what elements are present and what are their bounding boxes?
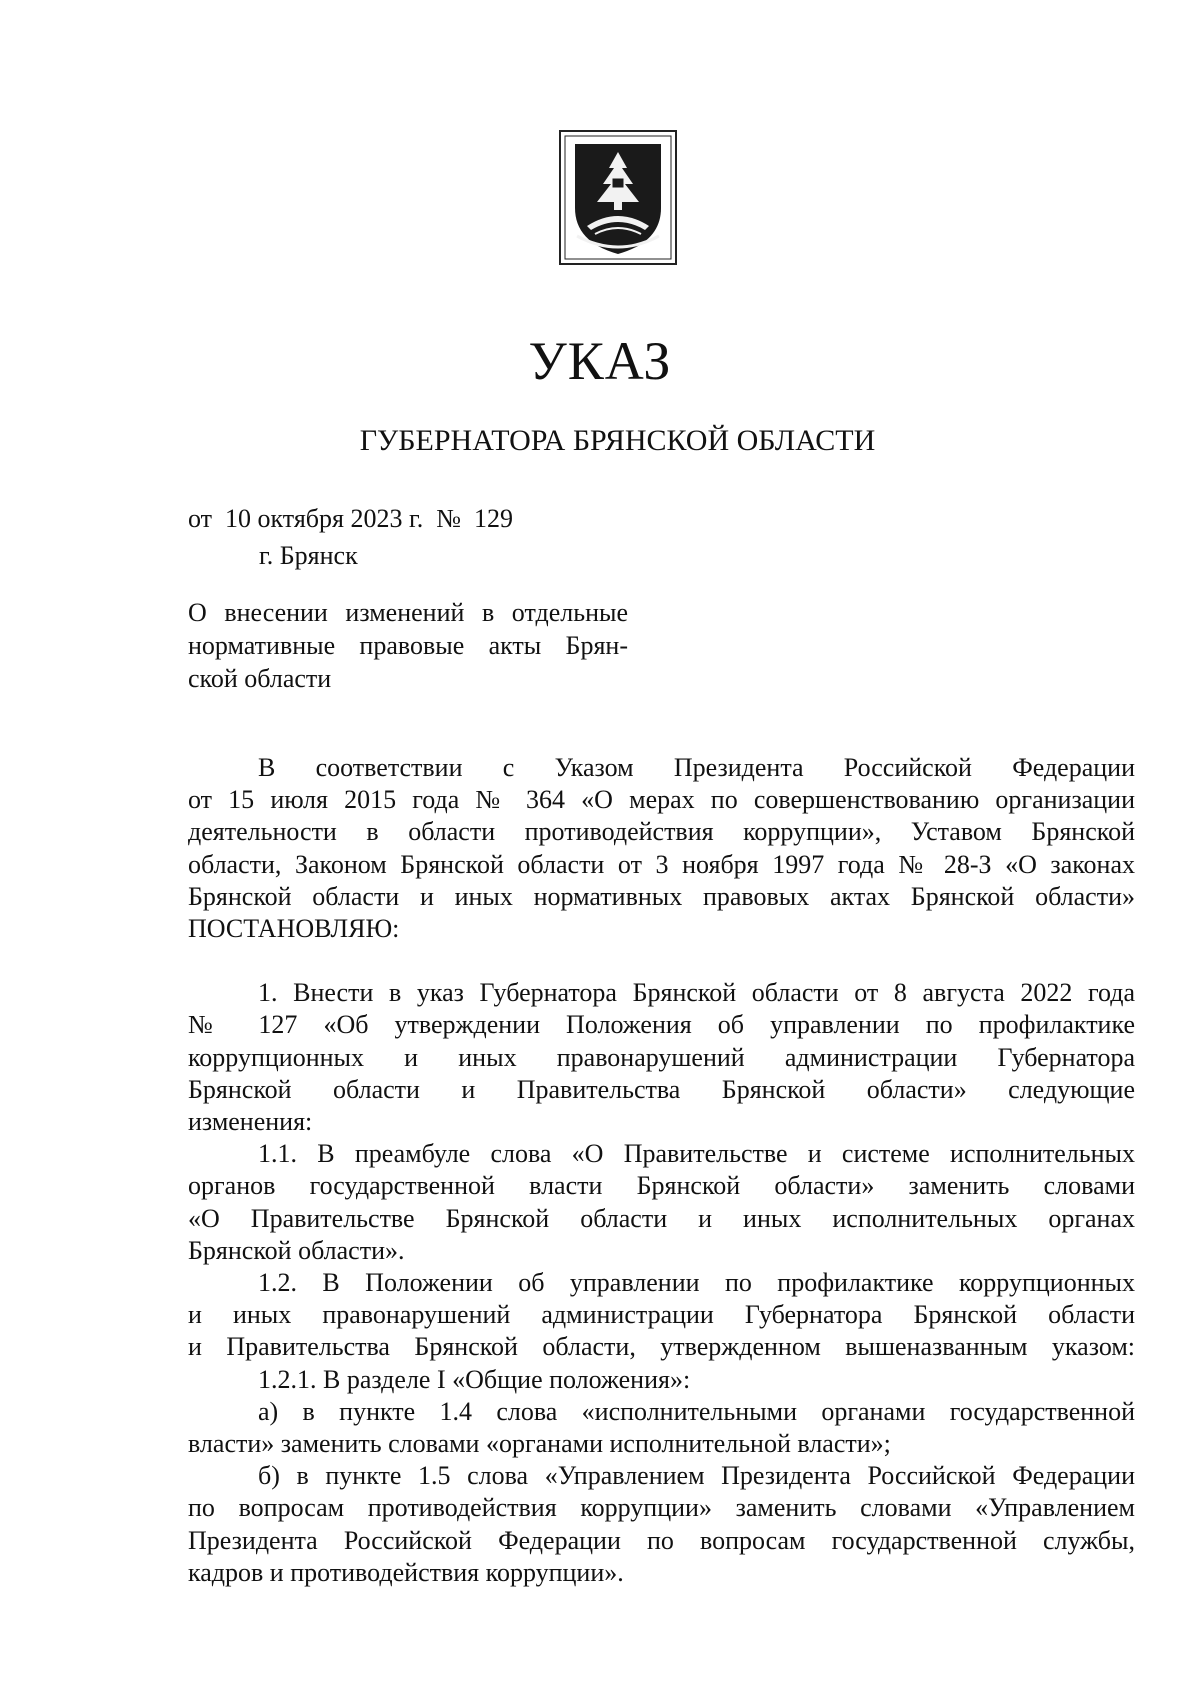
body-line: области, Законом Брянской области от 3 ноября 1997 года № 28-З «О законах [188, 849, 1135, 879]
body-line: органов государственной власти Брянской области» заменить словами [188, 1171, 1135, 1201]
body-line: деятельности в области противодействия коррупции», Уставом Брянской [188, 817, 1135, 847]
item-1-2-paragraph [188, 1267, 1135, 1364]
body-line: а) в пункте 1.4 слова «исполнительными органами государственной [258, 1396, 1135, 1426]
body-line: «О Правительстве Брянской области и иных исполнительных органах [188, 1203, 1135, 1233]
body-line: кадров и противодействия коррупции». [188, 1557, 624, 1587]
body-line: власти» заменить словами «органами исполнительной власти»; [188, 1429, 891, 1459]
item-1-paragraph [188, 977, 1135, 1138]
preamble-paragraph [188, 752, 1135, 945]
body-line: б) в пункте 1.5 слова «Управлением Президента Российской Федерации [258, 1461, 1135, 1491]
item-1-1-paragraph [188, 1138, 1135, 1267]
body-line: Брянской области и иных нормативных правовых актах Брянской области» [188, 881, 1135, 911]
item-b-paragraph [188, 1460, 1135, 1589]
document-body [188, 752, 1135, 1589]
body-line: от 15 июля 2015 года № 364 «О мерах по совершенствованию организации [188, 785, 1135, 815]
body-line: изменения: [188, 1107, 313, 1137]
item-a-paragraph [188, 1396, 1135, 1460]
document-date-number: от 10 октября 2023 г. № 129 [188, 504, 514, 533]
heading-line: нормативные правовые акты Брян- [188, 631, 628, 660]
body-line: и иных правонарушений администрации Губернатора Брянской области [188, 1300, 1135, 1330]
body-line: и Правительства Брянской области, утвержденном вышеназванным указом: [188, 1332, 1135, 1362]
body-line: коррупционных и иных правонарушений администрации Губернатора [188, 1042, 1135, 1072]
body-line: № 127 «Об утверждении Положения об управлении по профилактике [188, 1010, 1135, 1040]
document-heading [188, 596, 628, 695]
paragraph-gap [188, 945, 1135, 977]
body-line: по вопросам противодействия коррупции» заменить словами «Управлением [188, 1493, 1135, 1523]
heading-line: ской области [188, 664, 332, 693]
heading-line: О внесении изменений в отдельные [188, 598, 628, 627]
coat-of-arms-emblem [559, 130, 677, 265]
body-line: 1.1. В преамбуле слова «О Правительстве и системе исполнительных [258, 1139, 1135, 1169]
body-line: Президента Российской Федерации по вопросам государственной службы, [188, 1525, 1135, 1555]
body-line: В соответствии с Указом Президента Российской Федерации [258, 753, 1135, 782]
body-line: 1.2.1. В разделе I «Общие положения»: [258, 1364, 691, 1394]
document-subtitle: ГУБЕРНАТОРА БРЯНСКОЙ ОБЛАСТИ [359, 424, 876, 457]
document-title: УКАЗ [528, 331, 672, 391]
body-line: Брянской области». [188, 1235, 405, 1265]
item-1-2-1-paragraph [188, 1364, 1135, 1396]
document-city: г. Брянск [259, 541, 358, 570]
body-line: 1. Внести в указ Губернатора Брянской области от 8 августа 2022 года [258, 978, 1135, 1008]
body-line: Брянской области и Правительства Брянской области» следующие [188, 1074, 1135, 1104]
body-line: 1.2. В Положении об управлении по профилактике коррупционных [258, 1268, 1135, 1298]
body-line: ПОСТАНОВЛЯЮ: [188, 914, 400, 944]
